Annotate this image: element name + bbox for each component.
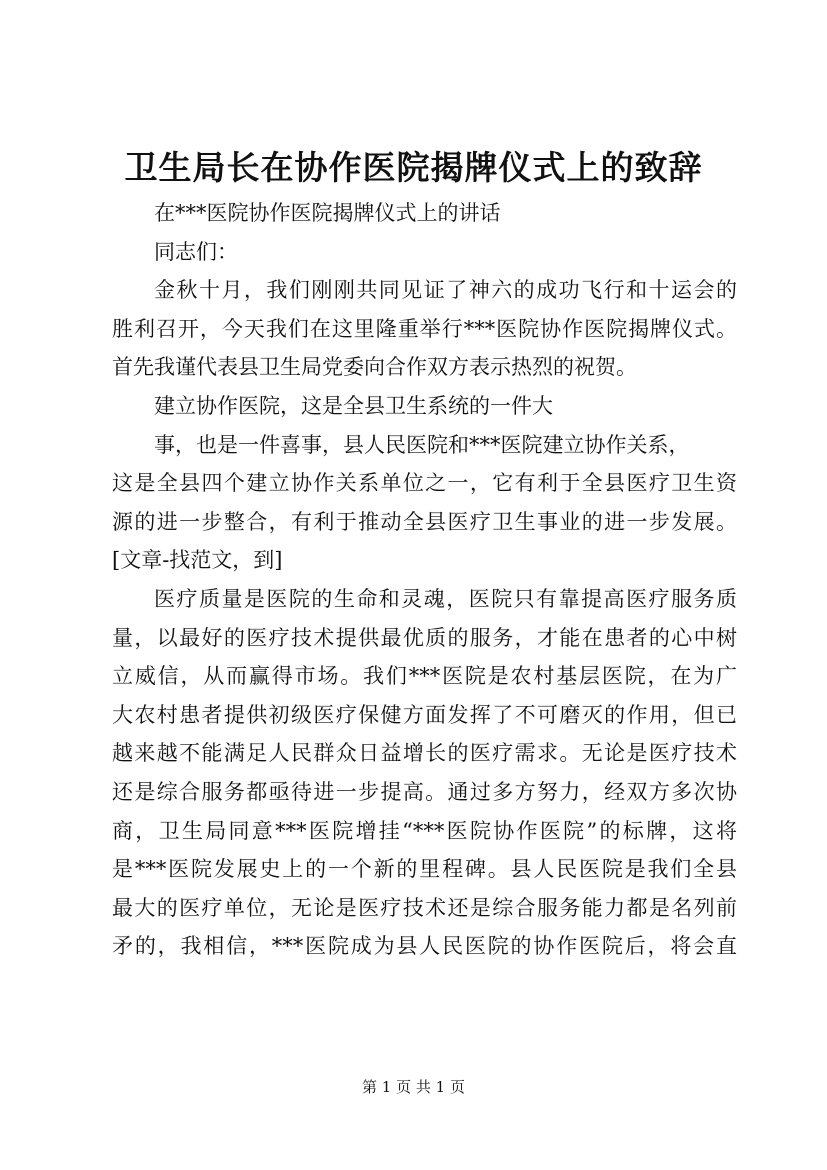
document-body (112, 194, 737, 966)
text-line: 是***医院发展史上的一个新的里程碑。县人民医院是我们全县 (112, 857, 737, 882)
text-line: 首先我谨代表县卫生局党委向合作双方表示热烈的祝贺。 (112, 355, 637, 380)
text-line: 大农村患者提供初级医疗保健方面发挥了不可磨灭的作用，但已 (112, 702, 737, 727)
text-line: 源的进一步整合，有利于推动全县医疗卫生事业的进一步发展。 (112, 509, 737, 534)
text-line: [文章-找范文，到] (112, 548, 283, 573)
text-line: 这是全县四个建立协作关系单位之一，它有利于全县医疗卫生资 (112, 471, 737, 496)
text-line: 最大的医疗单位，无论是医疗技术还是综合服务能力都是名列前 (112, 895, 737, 920)
text-line: 建立协作医院，这是全县卫生系统的一件大 (154, 393, 553, 418)
text-line: 同志们： (154, 239, 238, 264)
text-line: 越来越不能满足人民群众日益增长的医疗需求。无论是医疗技术 (112, 741, 737, 766)
text-line: 立威信，从而赢得市场。我们***医院是农村基层医院，在为广 (112, 664, 737, 689)
text-line: 在***医院协作医院揭牌仪式上的讲话 (154, 201, 501, 225)
text-line: 矛的，我相信，***医院成为县人民医院的协作医院后，将会直 (112, 934, 737, 959)
text-line: 事，也是一件喜事，县人民医院和***医院建立协作关系， (154, 432, 690, 457)
text-line: 医疗质量是医院的生命和灵魂，医院只有靠提高医疗服务质 (154, 586, 737, 611)
text-line: 金秋十月，我们刚刚共同见证了神六的成功飞行和十运会的 (154, 278, 737, 303)
page-footer: 第 1 页 共 1 页 (362, 1078, 465, 1096)
text-line: 量，以最好的医疗技术提供最优质的服务，才能在患者的心中树 (112, 625, 737, 650)
text-line: 还是综合服务都亟待进一步提高。通过多方努力，经双方多次协 (112, 779, 737, 804)
text-line: 商，卫生局同意***医院增挂“***医院协作医院”的标牌，这将 (112, 818, 737, 843)
document-title: 卫生局长在协作医院揭牌仪式上的致辞 (124, 148, 703, 187)
text-line: 胜利召开，今天我们在这里隆重举行***医院协作医院揭牌仪式。 (112, 316, 737, 341)
